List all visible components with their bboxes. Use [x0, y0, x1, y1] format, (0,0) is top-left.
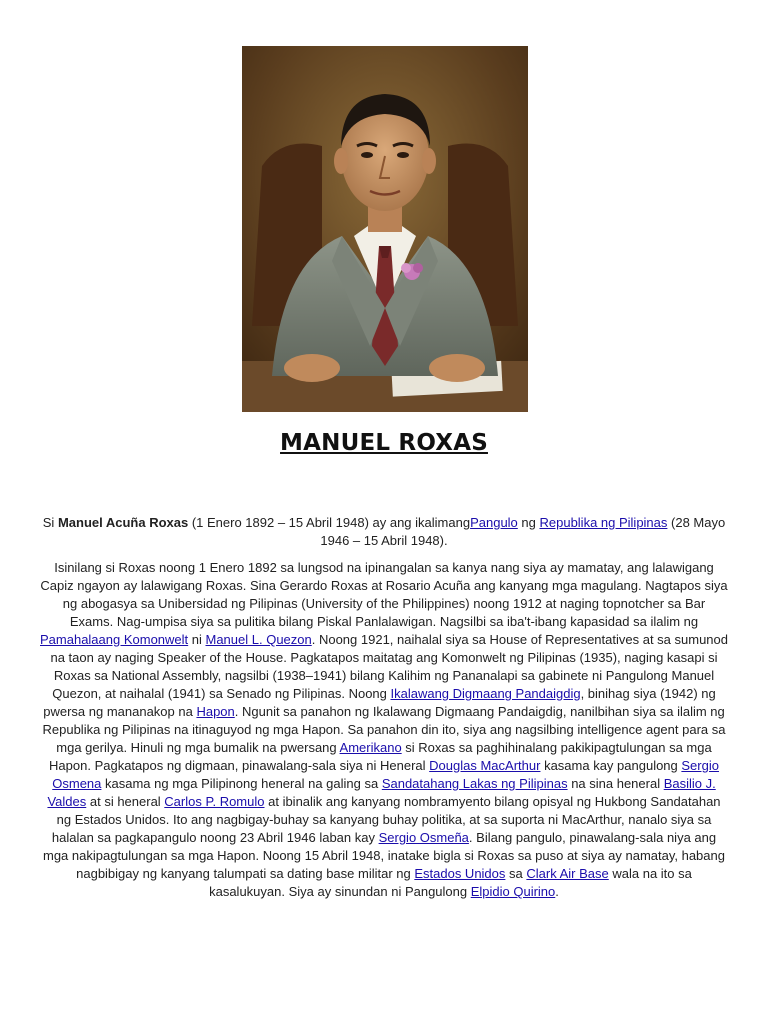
link-hapon[interactable]: Hapon: [196, 704, 235, 719]
link-clark-air-base[interactable]: Clark Air Base: [526, 866, 609, 881]
link-manuel-quezon[interactable]: Manuel L. Quezon: [205, 632, 312, 647]
link-sandatahang-lakas[interactable]: Sandatahang Lakas ng Pilipinas: [381, 776, 568, 791]
subject-name: Manuel Acuña Roxas: [57, 515, 189, 530]
text-span: at si heneral: [86, 794, 165, 809]
link-carlos-romulo[interactable]: Carlos P. Romulo: [164, 794, 265, 809]
text-span: at ibinalik ang kanyang nombramyento bilang opisyal ng Hukbong Sandatahan ng Estados Unidos. Ito ang nagbigay-buhay sa kanyang buhay politika, at sa suporta ni MacArthur, nanalo siya sa halalan sa pagkapangulo noong 23 Abril 1946 laban kay: [51, 794, 721, 845]
text-span: .: [555, 884, 559, 899]
link-estados-unidos[interactable]: Estados Unidos: [414, 866, 506, 881]
link-amerikano[interactable]: Amerikano: [339, 740, 402, 755]
text-span: Isinilang si Roxas noong 1 Enero 1892 sa lungsod na ipinangalan sa kanya nang siya ay mamatay, ang lalawigang Capiz ngayon ay lalawigang Roxas. Sina Gerardo Roxas at Rosario Acuña ang kanyang mga magulang. Nagtapos siya ng abogasya sa Unibersidad ng Pilipinas (University of the Philippines) noong 1912 at naging topnotcher sa Bar Exams. Nag-umpisa siya sa pulitika bilang Piskal Panlalawigan. Nagsilbi sa iba't-ibang kapasidad sa ilalim ng: [40, 560, 728, 629]
link-ikalawang-digmaang-pandaigdig[interactable]: Ikalawang Digmaang Pandaigdig: [390, 686, 581, 701]
text-span: . Ngunit sa panahon ng Ikalawang Digmaang Pandaigdig, nanilbihan siya sa ilalim ng Republika ng Pilipinas na itinaguyod ng mga Hapon. Sa panahon din ito, siya ang nagsilbing intelligence agent para sa mga gerilya. Hinuli ng mga bumalik na pwersang: [42, 704, 726, 755]
text-span: . Noong 1921, naihalal siya sa House of Representatives at sa sumunod na taon ay naging Speaker of the House. Pagkatapos maitatag ang Komonwelt ng Pilipinas (1935), naging kasapi si Roxas sa National Assembly, nagsilbi (1938–1941) bilang Kalihim ng Pananalapi sa gabinete ni Pangulong Manuel Quezon, at naihalal (1941) sa Senado ng Pilipinas. Noong: [50, 632, 728, 701]
portrait-painting: [242, 46, 528, 412]
text-span: . Bilang pangulo, pinawalang-sala niya ang mga nakipagtulungan sa mga Hapon. Noong 15 Abril 1948, inatake bigla si Roxas sa puso at siya ay namatay, habang nagbibigay ng kanyang talumpati sa dating base militar ng: [43, 830, 725, 881]
link-basilio-valdes[interactable]: Basilio J. Valdes: [47, 776, 716, 809]
link-douglas-macarthur[interactable]: Douglas MacArthur: [429, 758, 541, 773]
text-span: kasama kay pangulong: [540, 758, 682, 773]
text-span: sa: [505, 866, 527, 881]
intro-paragraph: [40, 514, 728, 550]
page-title: MANUEL ROXAS: [280, 430, 488, 456]
link-sergio-osmena-2[interactable]: Sergio Osmeña: [378, 830, 469, 845]
link-pangulo[interactable]: Pangulo: [470, 515, 518, 530]
text-span: (1 Enero 1892 – 15 Abril 1948) ay ang ikalimang: [188, 515, 471, 530]
text-span: , binihag siya (1942) ng pwersa ng mananakop na: [43, 686, 716, 719]
text-span: si Roxas sa paghihinalang pakikipagtulungan sa mga Hapon. Pagkatapos ng digmaan, pinawalang-sala siya ni Heneral: [49, 740, 712, 773]
text-span: kasama ng mga Pilipinong heneral na galing sa: [101, 776, 382, 791]
text-span: Si: [42, 515, 58, 530]
text-span: wala na ito sa kasalukuyan. Siya ay sinundan ni Pangulong: [209, 866, 692, 899]
link-elpidio-quirino[interactable]: Elpidio Quirino: [470, 884, 556, 899]
text-span: (28 Mayo 1946 – 15 Abril 1948).: [320, 515, 726, 548]
portrait-image: [242, 46, 528, 412]
biography-paragraph: [40, 559, 728, 901]
article-body: [40, 514, 728, 910]
link-republika-ng-pilipinas[interactable]: Republika ng Pilipinas: [539, 515, 668, 530]
text-span: na sina heneral: [567, 776, 664, 791]
link-pamahalaang-komonwelt[interactable]: Pamahalaang Komonwelt: [40, 632, 189, 647]
link-sergio-osmena[interactable]: Sergio Osmena: [52, 758, 719, 791]
text-span: ng: [517, 515, 540, 530]
text-span: ni: [188, 632, 206, 647]
